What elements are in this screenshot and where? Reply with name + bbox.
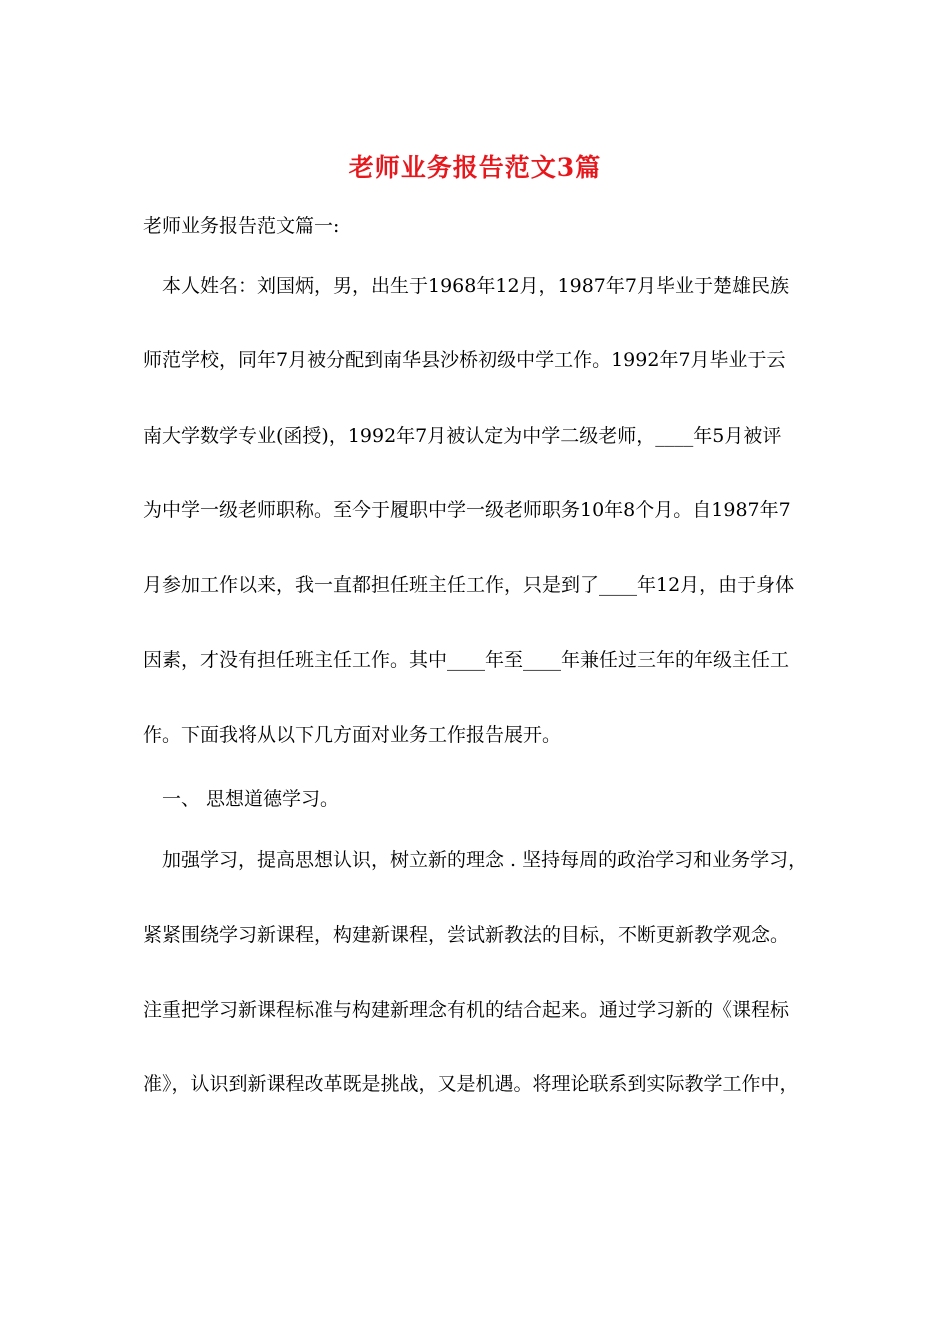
document-title: 老师业务报告范文3篇	[348, 153, 602, 182]
subsection-heading: 一、 思想道德学习。	[162, 788, 340, 810]
paragraph-line: 作。下面我将从以下几方面对业务工作报告展开。	[143, 724, 562, 746]
paragraph-line: 师范学校，同年7月被分配到南华县沙桥初级中学工作。1992年7月毕业于云	[143, 349, 786, 371]
paragraph-line: 月参加工作以来，我一直都担任班主任工作，只是到了____年12月，由于身体	[143, 574, 795, 596]
section-heading-1: 老师业务报告范文篇一:	[143, 215, 340, 237]
paragraph-line: 紧紧围绕学习新课程，构建新课程，尝试新教法的目标，不断更新教学观念。	[143, 924, 790, 946]
paragraph-line: 本人姓名：刘国炳，男，出生于1968年12月，1987年7月毕业于楚雄民族	[162, 275, 789, 297]
paragraph-line: 准》，认识到新课程改革既是挑战，又是机遇。将理论联系到实际教学工作中，	[143, 1073, 799, 1095]
paragraph-line: 注重把学习新课程标准与构建新理念有机的结合起来。通过学习新的《课程标	[143, 999, 790, 1021]
paragraph-line: 南大学数学专业(函授)，1992年7月被认定为中学二级老师，____年5月被评	[143, 425, 782, 447]
paragraph-line: 加强学习，提高思想认识，树立新的理念 . 坚持每周的政治学习和业务学习，	[162, 849, 808, 871]
paragraph-line: 为中学一级老师职称。至今于履职中学一级老师职务10年8个月。自1987年7	[143, 499, 791, 521]
paragraph-line: 因素，才没有担任班主任工作。其中____年至____年兼任过三年的年级主任工	[143, 649, 790, 671]
